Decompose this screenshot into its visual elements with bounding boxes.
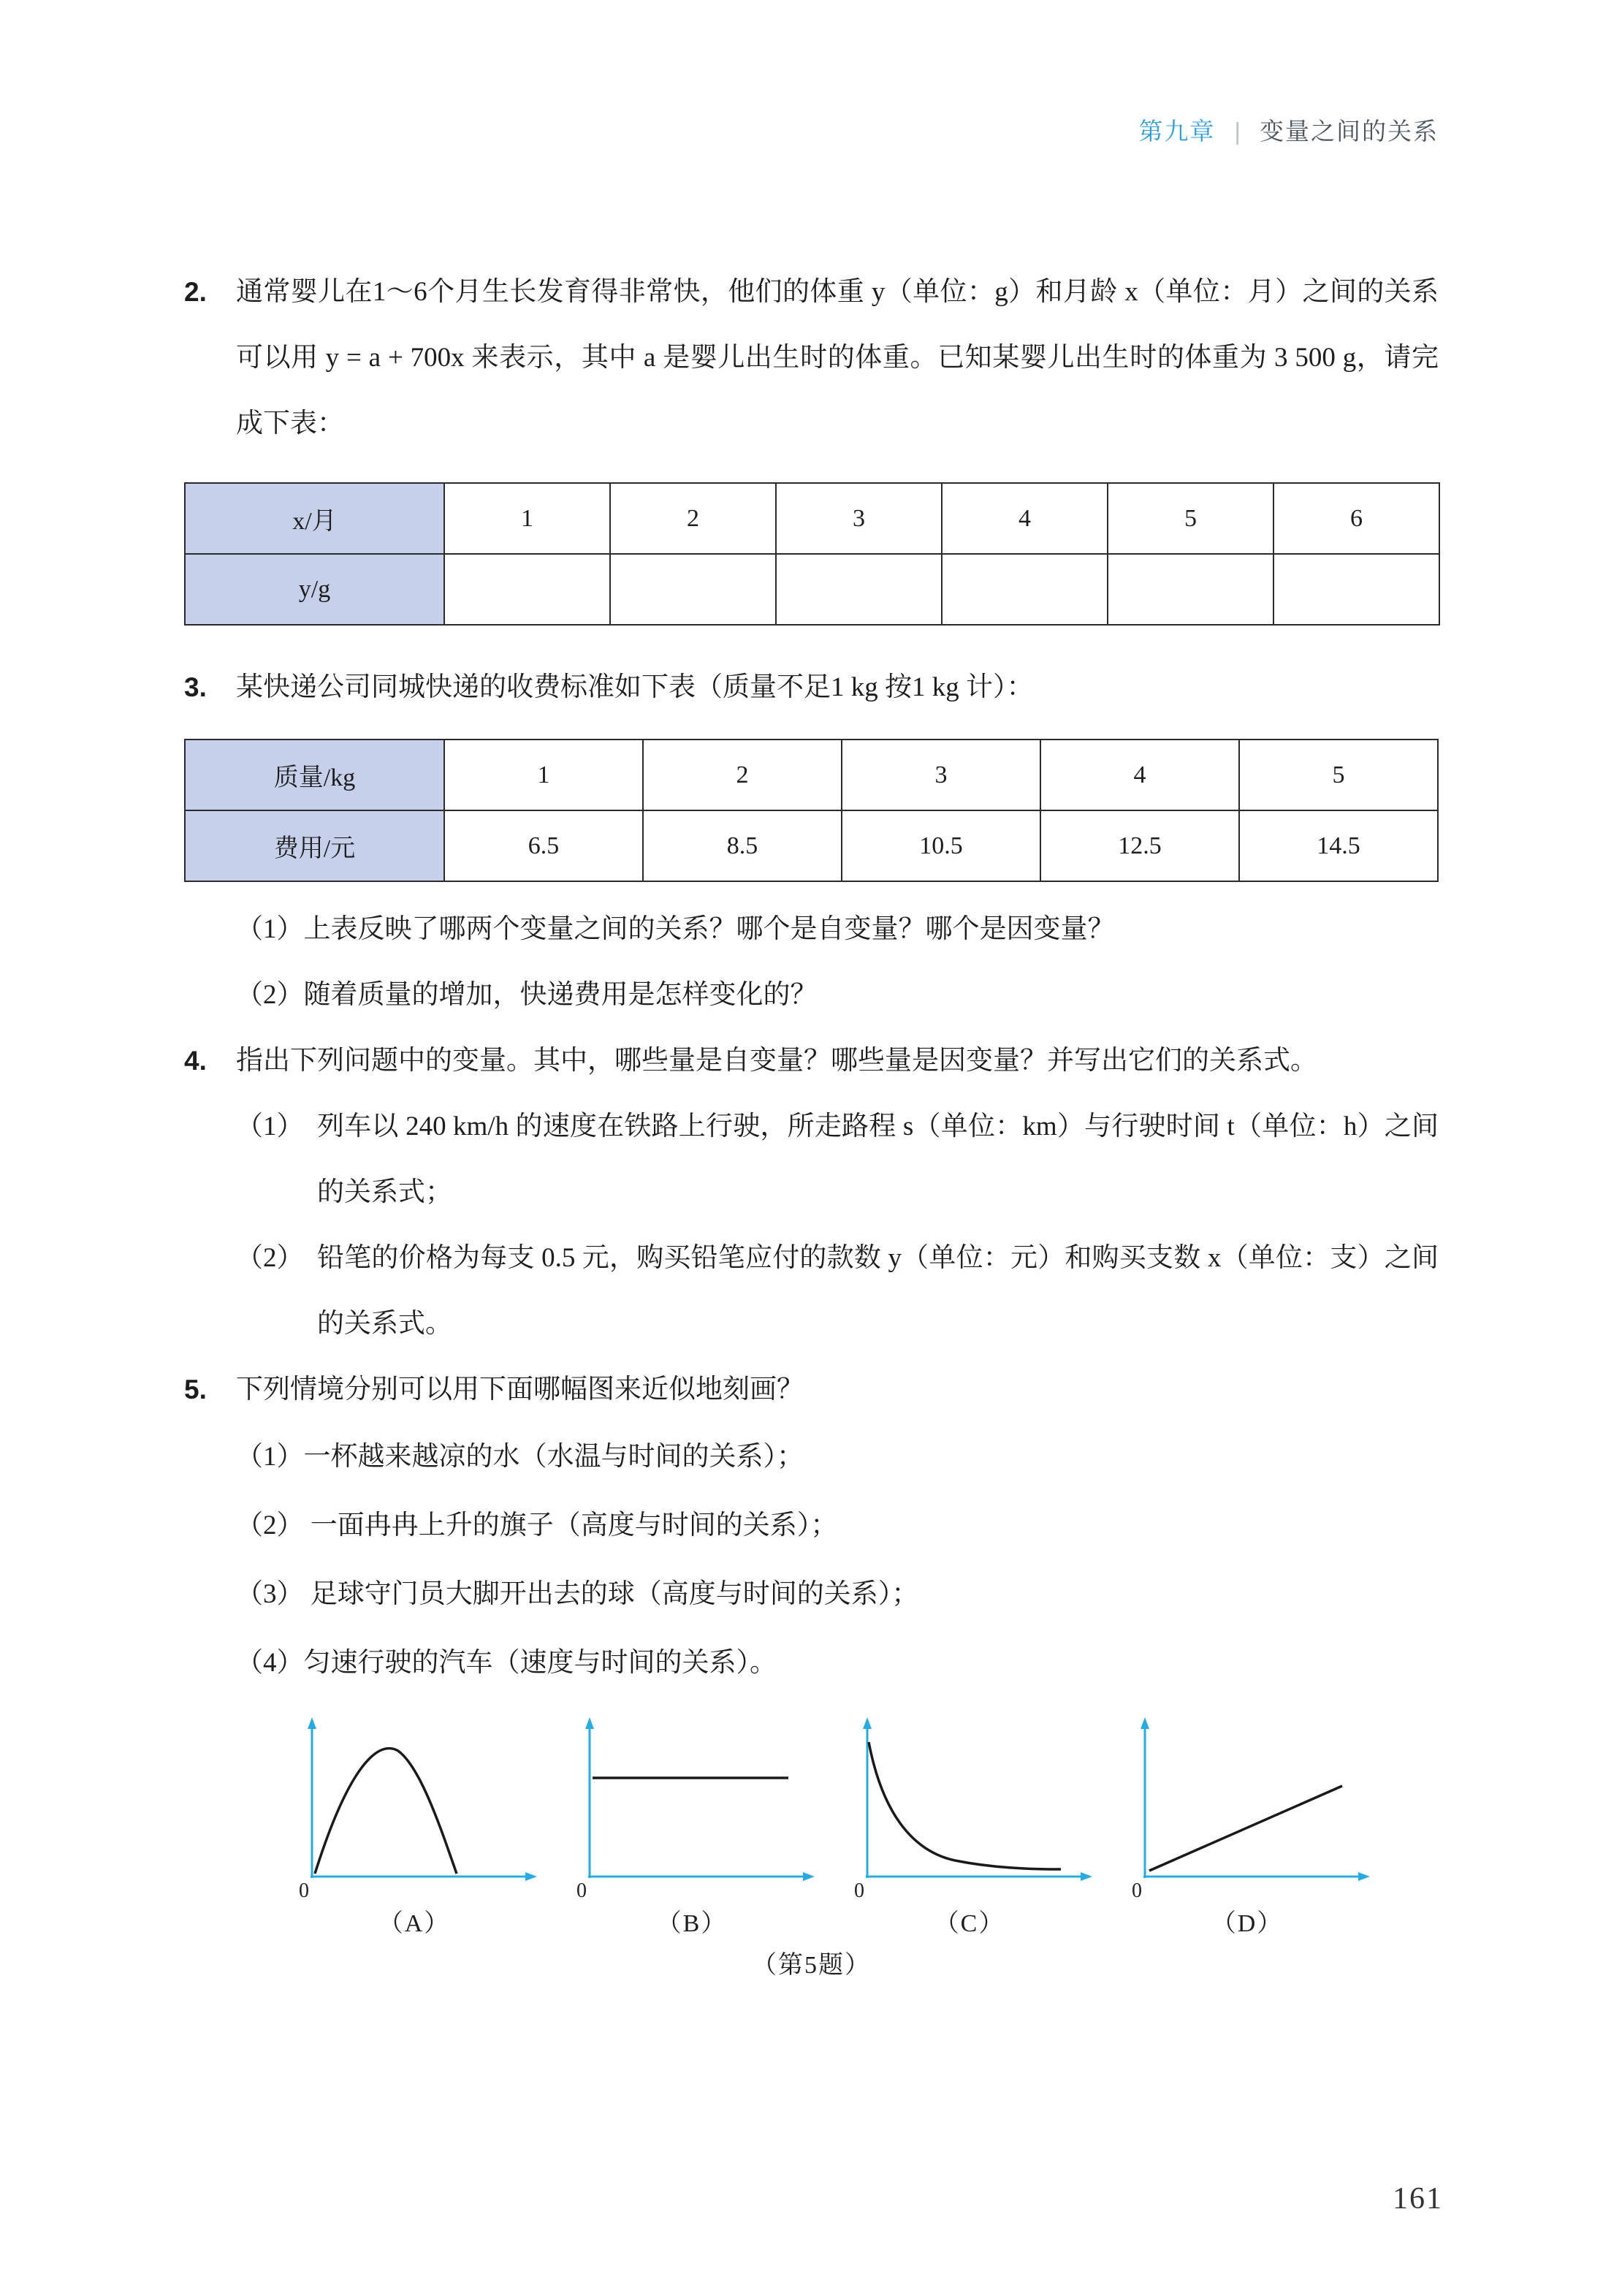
table-cell: 4 [942,483,1108,554]
table-header-cell: 质量/kg [185,740,444,810]
curve-decay [869,1742,1061,1869]
problem-5-items [184,1423,1439,1698]
problem-4-number: 4. [184,1046,207,1076]
problem-2-table [184,482,1440,626]
problem-4-item-2 [236,1225,1439,1357]
chapter-title: 变量之间的关系 [1260,118,1439,145]
problem-2-number: 2. [184,277,207,307]
problem-3-table [184,739,1439,882]
graph-B-plot [568,1716,816,1898]
graph-B-label: （B） [656,1910,728,1937]
item-marker: （1） [236,1111,304,1141]
problem-3-text: 某快递公司同城快递的收费标准如下表（质量不足1 kg 按1 kg 计）： [236,672,1034,702]
x-axis-arrow-icon [803,1872,815,1881]
y-axis-arrow-icon [1141,1717,1149,1729]
problem-3 [184,655,1439,721]
origin-label: 0 [854,1879,864,1898]
table-cell-empty [776,554,942,625]
table-cell: 4 [1040,740,1239,810]
curve-rising-line [1149,1786,1342,1871]
graph-D-label: （D） [1211,1910,1284,1937]
table-cell: 10.5 [842,810,1040,881]
table-cell: 6 [1273,483,1439,554]
item-text: 列车以 240 km/h 的速度在铁路上行驶，所走路程 s（单位：km）与行驶时间 t（单位：h）之间的关系式； [317,1111,1439,1207]
graph-C [845,1716,1094,1939]
table-row [185,554,1439,625]
table-row [185,483,1439,554]
graph-D-plot [1123,1716,1371,1898]
table-cell-empty [1108,554,1273,625]
table-cell: 8.5 [643,810,842,881]
problem-3-subquestions [184,897,1439,1028]
item-text: 铅笔的价格为每支 0.5 元，购买铅笔应付的款数 y（单位：元）和购买支数 x（单位：支）之间的关系式。 [317,1243,1439,1339]
table-cell: 12.5 [1040,810,1239,881]
table-row [185,740,1438,810]
table-cell: 3 [842,740,1040,810]
page-number: 161 [1393,2182,1443,2216]
page-header [184,117,1439,146]
problem-5-item-2: （2） 一面冉冉上升的旗子（高度与时间的关系）； [236,1510,838,1540]
problem-5-graphs [290,1716,1439,1939]
graph-C-label: （C） [934,1910,1005,1937]
problem-5-text: 下列情境分别可以用下面哪幅图来近似地刻画？ [236,1375,804,1404]
table-cell: 2 [610,483,776,554]
table-cell-empty [610,554,776,625]
table-header-cell: 费用/元 [185,810,444,881]
table-cell-empty [942,554,1108,625]
graph-A [290,1716,538,1939]
x-axis-arrow-icon [525,1872,537,1881]
origin-label: 0 [1132,1879,1142,1898]
table-header-cell: x/月 [185,483,444,554]
problem-3-number: 3. [184,672,207,702]
problem-2 [184,259,1439,457]
table-cell-empty [1273,554,1439,625]
graph-B [568,1716,816,1939]
x-axis-arrow-icon [1358,1872,1370,1881]
table-cell: 1 [444,740,643,810]
problem-5-number: 5. [184,1375,207,1404]
problem-4 [184,1028,1439,1094]
problem-5 [184,1357,1439,1423]
problem-4-item-1 [236,1094,1439,1225]
table-cell: 5 [1239,740,1438,810]
graph-A-plot [290,1716,538,1898]
header-divider: | [1234,118,1241,145]
problem-3-sub-2: （2）随着质量的增加，快递费用是怎样变化的？ [236,980,818,1010]
table-cell: 14.5 [1239,810,1438,881]
problem-5-item-1: （1）一杯越来越凉的水（水温与时间的关系）； [236,1442,804,1472]
problem-3-sub-1: （1）上表反映了哪两个变量之间的关系？哪个是自变量？哪个是因变量？ [236,914,1115,944]
chapter-label: 第九章 [1138,118,1216,145]
table-cell: 1 [444,483,610,554]
problem-4-text: 指出下列问题中的变量。其中，哪些量是自变量？哪些量是因变量？并写出它们的关系式。 [236,1046,1317,1076]
problem-5-item-4: （4）匀速行驶的汽车（速度与时间的关系）。 [236,1648,777,1678]
y-axis-arrow-icon [308,1717,316,1729]
table-cell: 5 [1108,483,1273,554]
graph-C-plot [845,1716,1094,1898]
table-cell-empty [444,554,610,625]
graph-A-label: （A） [378,1910,451,1937]
y-axis-arrow-icon [863,1717,872,1729]
graph-D [1123,1716,1371,1939]
problem-2-text: 通常婴儿在1～6个月生长发育得非常快，他们的体重 y（单位：g）和月龄 x（单位：月）之间的关系可以用 y = a + 700x 来表示，其中 a 是婴儿出生时的体重。已知某婴儿出生时的体重为 3 500 g，请完成下表： [236,277,1439,438]
x-axis-arrow-icon [1081,1872,1092,1881]
figure-caption: （第5题） [752,1952,871,1979]
origin-label: 0 [299,1879,309,1898]
table-header-cell: y/g [185,554,444,625]
table-cell: 6.5 [444,810,643,881]
item-marker: （2） [236,1243,304,1273]
curve-arch [315,1749,457,1874]
y-axis-arrow-icon [585,1717,594,1729]
table-cell: 2 [643,740,842,810]
table-cell: 3 [776,483,942,554]
table-row [185,810,1438,881]
problem-5-item-3: （3） 足球守门员大脚开出去的球（高度与时间的关系）； [236,1579,919,1609]
origin-label: 0 [576,1879,587,1898]
